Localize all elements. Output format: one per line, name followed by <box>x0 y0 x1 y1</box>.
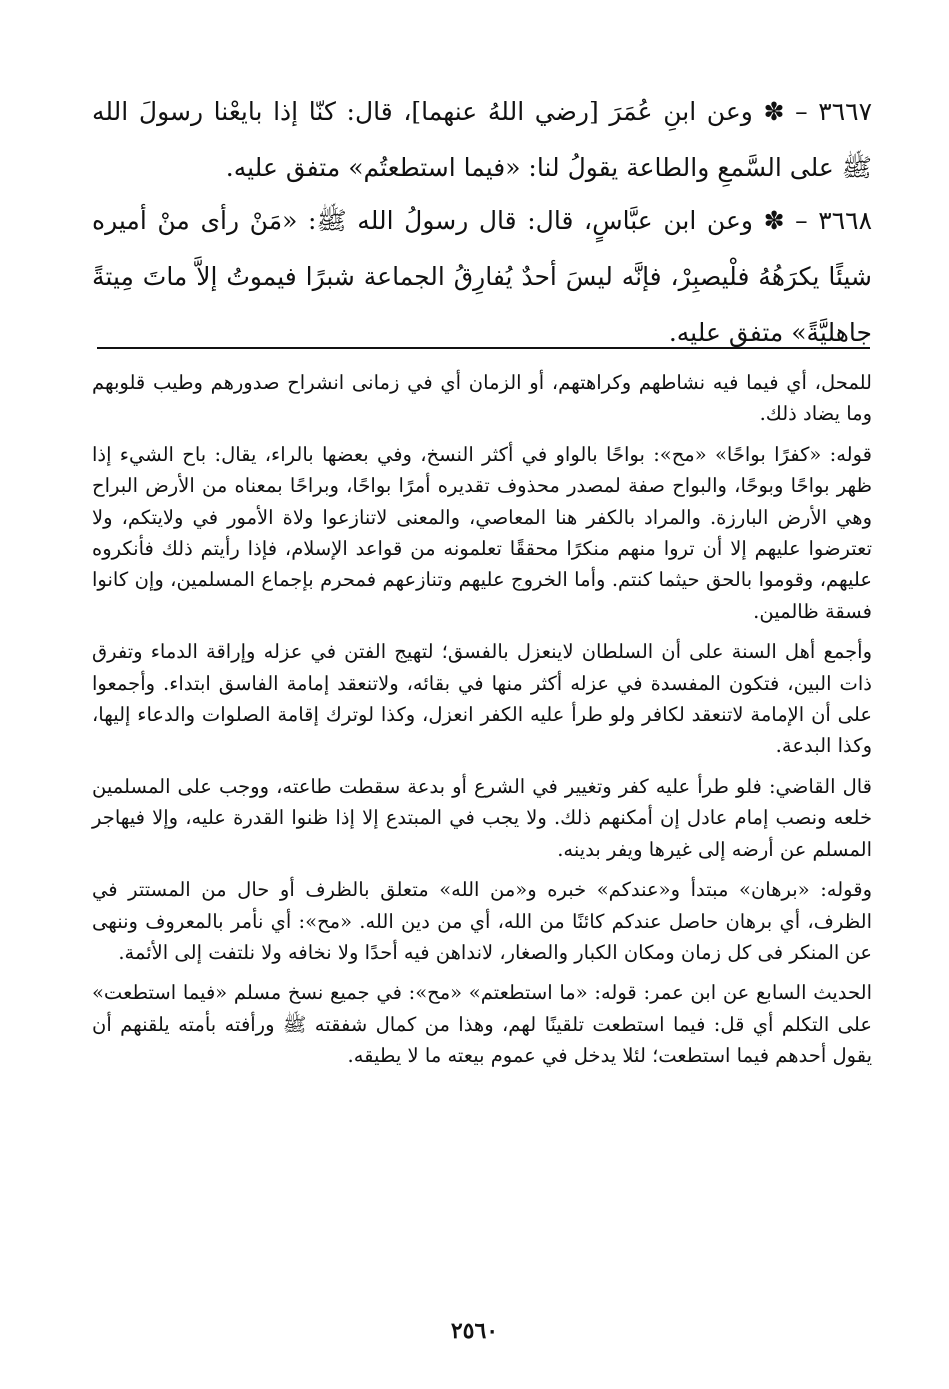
hadith-3667: ٣٦٦٧ – ✽ وعن ابنِ عُمَرَ [رضي اللهُ عنهما]، قال: كنّا إذا بايعْنا رسولَ الله ﷺ على السَّمعِ والطاعة يقولُ لنا: «فيما استطعتُم» متفق عليه. <box>92 97 872 182</box>
commentary-paragraph: قال القاضي: فلو طرأ عليه كفر وتغيير في الشرع أو بدعة سقطت طاعته، ووجب على المسلمين خلعه ونصب إمام عادل إن أمكنهم ذلك. ولا يجب في المبتدع إلا إذا ظنوا القدرة عليه، وإلا فيهاجر المسلم عن أرضه إلى غيرها ويفر بدينه. <box>92 774 872 861</box>
commentary-paragraph: قوله: «كفرًا بواحًا» «مح»: بواحًا بالواو في أكثر النسخ، وفي بعضها بالراء، يقال: باح الشيء إذا ظهر بواحًا وبوحًا، والبواح صفة لمصدر محذوف تقديره أمرًا بواحًا، وبراحًا بمعناه من الأرض البراح وهي الأرض البارزة. والمراد بالكفر هنا المعاصي، والمعنى لاتنازعوا ولاة الأمور في ولايتكم، ولا تعترضوا عليهم إلا أن تروا منهم منكرًا محققًا تعلمونه من قواعد الإسلام، فإذا رأيتم ذلك فأنكروه عليهم، وقوموا بالحق حيثما كنتم. وأما الخروج عليهم وتنازعهم فمحرم بإجماع المسلمين، وإن كانوا فسقة ظالمين. <box>92 442 872 623</box>
commentary-paragraph: الحديث السابع عن ابن عمر: قوله: «ما استطعتم» «مح»: في جميع نسخ مسلم «فيما استطعت» على التكلم أي قل: فيما استطعت تلقينًا لهم، وهذا من كمال شفقته ﷺ ورأفته بأمته يلقنهم أن يقول أحدهم فيما استطعت؛ لئلا يدخل في عموم بيعته ما لا يطيقه. <box>92 981 872 1068</box>
commentary-paragraph: للمحل، أي فيما فيه نشاطهم وكراهتهم، أو الزمان أي في زمانى انشراح صدورهم وطيب قلوبهم وما يضاد ذلك. <box>92 371 872 426</box>
commentary-section <box>92 367 872 1081</box>
hadith-3668: ٣٦٦٨ – ✽ وعن ابن عبَّاسٍ، قال: قال رسولُ الله ﷺ: «مَنْ رأى منْ أميره شيئًا يكرَهُهُ فلْيصبِرْ، فإنَّه ليسَ أحدٌ يُفارِقُ الجماعة شبرًا فيموتُ إلاَّ ماتَ مِيتةً جاهليَّةً» متفق عليه. <box>92 206 873 347</box>
commentary-paragraph: وقوله: «برهان» مبتدأ و«عندكم» خبره و«من الله» متعلق بالظرف أو حال من المستتر في الظرف، أي برهان حاصل عندكم كائنًا من الله، أي من دين الله. «مح»: أي نأمر بالمعروف وننهى عن المنكر فى كل زمان ومكان الكبار والصغار، لانداهن فيه أحدًا ولا نخافه ولا نلتفت إلى الأئمة. <box>92 878 872 964</box>
page-number: ٢٥٦٠ <box>450 1318 499 1344</box>
commentary-paragraph: وأجمع أهل السنة على أن السلطان لاينعزل بالفسق؛ لتهيج الفتن في عزله وإراقة الدماء وتفرق ذات البين، فتكون المفسدة في عزله أكثر منها في بقائه، ولاتنعقد إمامة الفاسق ابتداء. وأجمعوا على أن الإمامة لاتنعقد لكافر ولو طرأ عليه الكفر انعزل، وكذا لوترك إقامة الصلوات والدعاء إليها، وكذا البدعة. <box>92 640 872 758</box>
footnote-divider <box>97 347 870 349</box>
